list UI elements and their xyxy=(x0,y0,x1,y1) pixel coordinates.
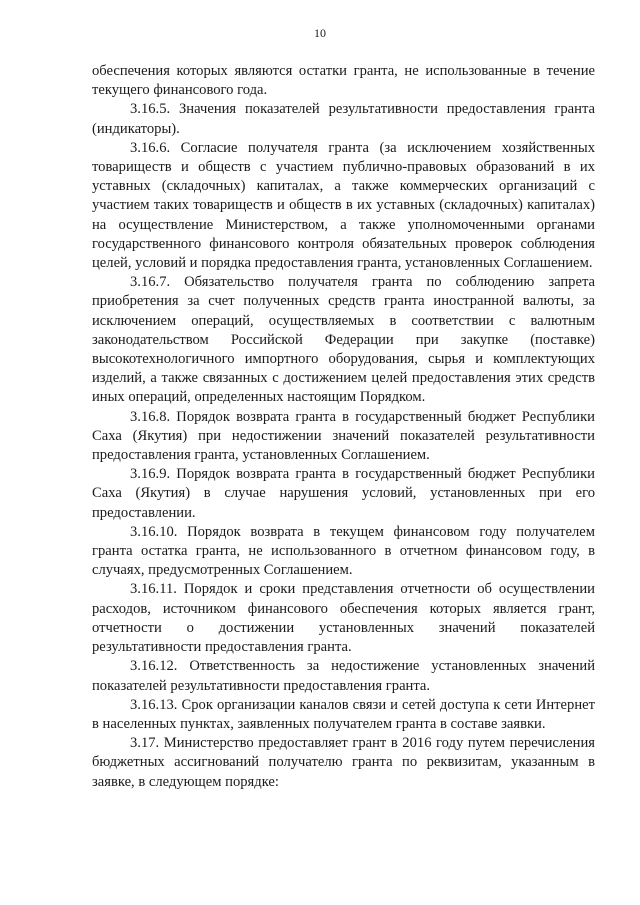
paragraph-3-17: 3.17. Министерство предоставляет грант в 2016 году путем перечисления бюджетных ассигнований получателю гранта по реквизитам, указанным в заявке, в следующем порядке: xyxy=(92,735,595,790)
paragraph-3-16-13: 3.16.13. Срок организации каналов связи и сетей доступа к сети Интернет в населенных пунктах, заявленных получателем гранта в составе заявки. xyxy=(92,696,595,732)
paragraph-3-16-10: 3.16.10. Порядок возврата в текущем финансовом году получателем гранта остатка гранта, не использованного в отчетном финансовом году, в случаях, предусмотренных Соглашением. xyxy=(92,523,595,579)
paragraph-3-16-7: 3.16.7. Обязательство получателя гранта по соблюдению запрета приобретения за счет полученных средств гранта иностранной валюты, за исключением операций, осуществляемых в соответствии с валютным законодательством Российской Федерации при закупке (поставке) высокотехнологичного импортного оборудования, сырья и комплектующих изделий, а также связанных с достижением целей предоставления этих средств иных операций, определенных настоящим Порядком. xyxy=(92,274,595,406)
paragraph-3-16-12: 3.16.12. Ответственность за недостижение установленных значений показателей результативности предоставления гранта. xyxy=(92,658,595,694)
document-body xyxy=(92,62,595,792)
paragraph-continuation: обеспечения которых являются остатки гранта, не использованные в течение текущего финансового года. xyxy=(92,63,595,99)
paragraph-3-16-11: 3.16.11. Порядок и сроки представления отчетности об осуществлении расходов, источником финансового обеспечения которых является грант, отчетности о достижении установленных значений показателей результативности предоставления гранта. xyxy=(92,581,595,656)
paragraph-3-16-8: 3.16.8. Порядок возврата гранта в государственный бюджет Республики Саха (Якутия) при недостижении значений показателей результативности предоставления гранта, установленных Соглашением. xyxy=(92,408,595,464)
paragraph-3-16-9: 3.16.9. Порядок возврата гранта в государственный бюджет Республики Саха (Якутия) в случае нарушения условий, установленных при его предоставлении. xyxy=(92,466,595,521)
paragraph-3-16-5: 3.16.5. Значения показателей результативности предоставления гранта (индикаторы). xyxy=(92,101,595,137)
page-number: 10 xyxy=(314,26,326,40)
paragraph-3-16-6: 3.16.6. Согласие получателя гранта (за исключением хозяйственных товариществ и обществ с участием публично-правовых образований в их уставных (складочных) капиталах, а также коммерческих организаций с участием таких товариществ и обществ в их уставных (складочных) капиталах) на осуществление Министерством, а также уполномоченными органами государственного финансового контроля обязательных проверок соблюдения целей, условий и порядка предоставления гранта, установленных Соглашением. xyxy=(92,139,595,272)
